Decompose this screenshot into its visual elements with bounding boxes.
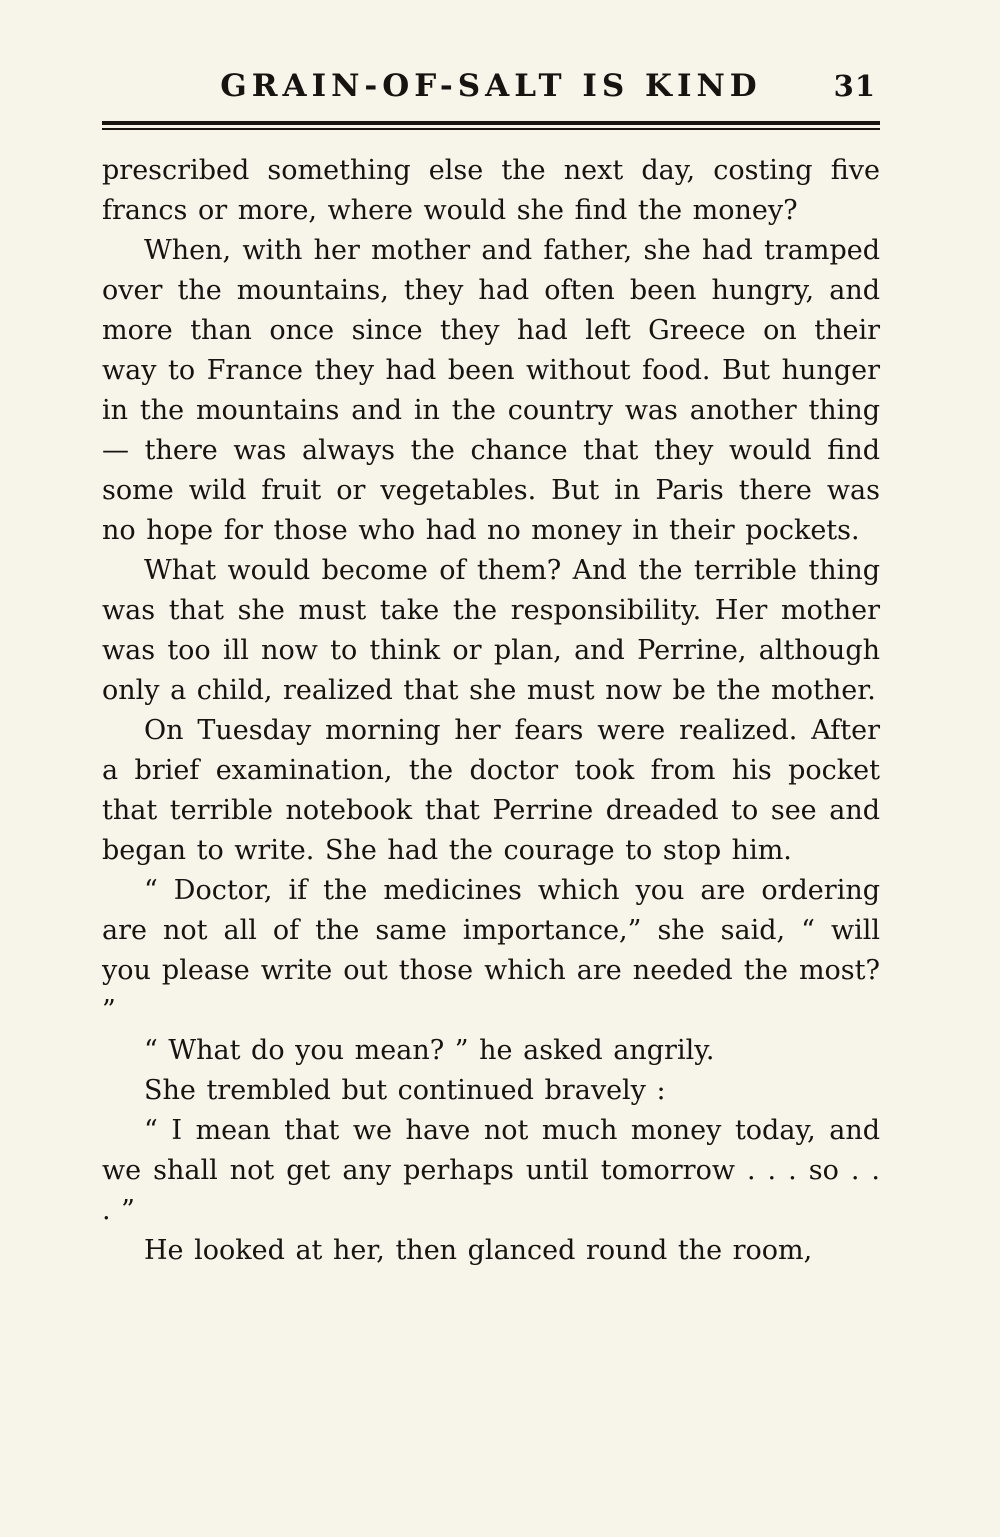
header-double-rule — [102, 121, 880, 130]
paragraph: What would become of them? And the terrible thing was that she must take the responsibility. Her mother was too ill now to think or plan, and Perrine, although only a child, realized that she must now be the mother. — [102, 555, 880, 706]
paragraph: “ What do you mean? ” he asked angrily. — [144, 1035, 715, 1066]
paragraph: On Tuesday morning her fears were realized. After a brief examination, the doctor took from his pocket that terrible notebook that Perrine dreaded to see and began to write. She had the courage to stop him. — [102, 715, 880, 866]
paragraph: “ Doctor, if the medicines which you are ordering are not all of the same importance,” she said, “ will you please write out those which are needed the most? ” — [102, 875, 880, 1026]
paragraph: She trembled but continued bravely : — [144, 1075, 666, 1106]
page-header — [102, 68, 880, 114]
body-text — [102, 151, 880, 1271]
paragraph: He looked at her, then glanced round the room, — [144, 1235, 813, 1266]
page-number: 31 — [833, 69, 876, 103]
paragraph: When, with her mother and father, she had tramped over the mountains, they had often been hungry, and more than once since they had left Greece on their way to France they had been without food. But hunger in the mountains and in the country was another thing — there was always the chance that they would find some wild fruit or vegetables. But in Paris there was no hope for those who had no money in their pockets. — [102, 235, 880, 546]
running-title: GRAIN-OF-SALT IS KIND — [220, 68, 762, 104]
paragraph: prescribed something else the next day, costing five francs or more, where would she find the money? — [102, 155, 880, 226]
paragraph: “ I mean that we have not much money today, and we shall not get any perhaps until tomorrow . . . so . . . ” — [102, 1115, 880, 1226]
